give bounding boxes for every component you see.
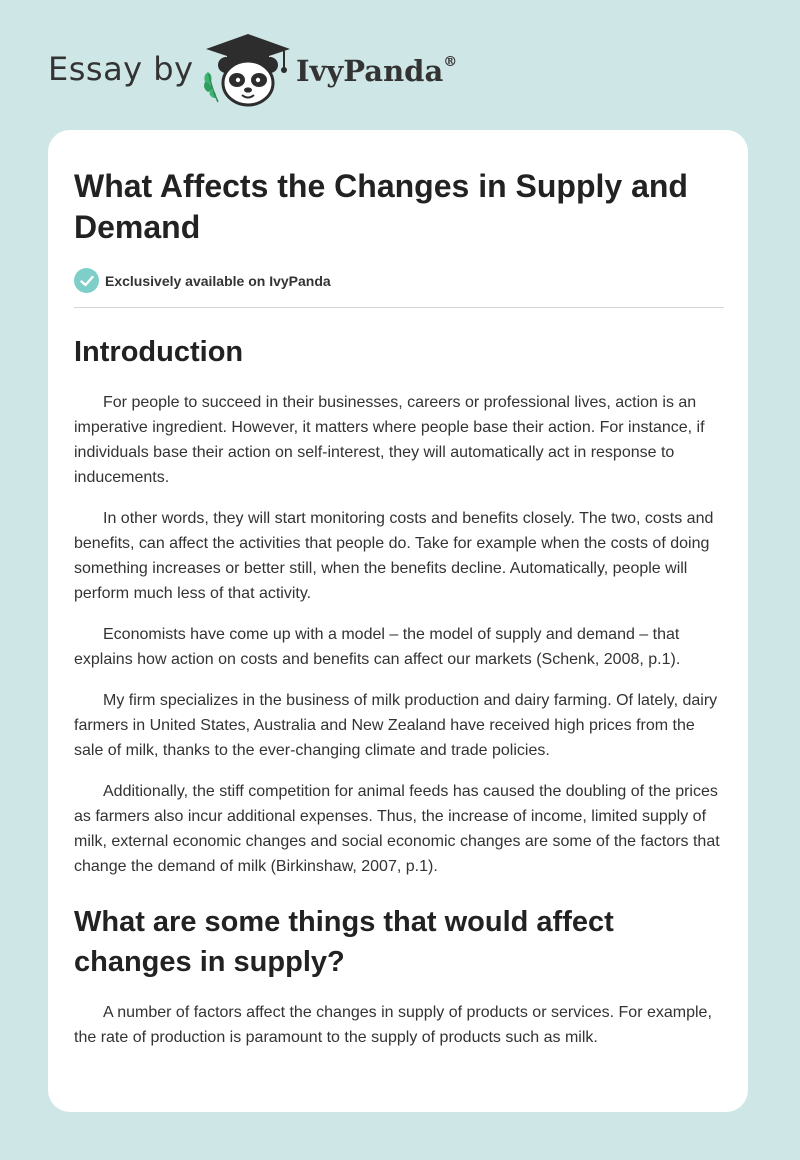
panda-logo-icon[interactable]	[202, 32, 294, 108]
title-divider	[74, 307, 724, 308]
paragraph: A number of factors affect the changes in supply of products or services. For example, the rate of production is paramount to the supply of products such as milk.	[74, 1004, 712, 1046]
paragraph: Additionally, the stiff competition for animal feeds has caused the doubling of the prices as farmers also incur additional expenses. Thus, the increase of income, limited supply of milk, external economic changes and social economic changes are some of the factors that change the demand of milk (Birkinshaw, 2007, p.1).	[74, 783, 720, 875]
section-heading-supply: What are some things that would affect changes in supply?	[74, 906, 614, 978]
site-header	[0, 0, 800, 120]
brand-name[interactable]	[296, 54, 457, 88]
paragraph: Economists have come up with a model – the model of supply and demand – that explains how action on costs and benefits can affect our markets (Schenk, 2008, p.1).	[74, 626, 681, 668]
checkmark-icon	[74, 268, 99, 293]
article-card	[48, 130, 748, 1112]
article-title: What Affects the Changes in Supply and Demand	[74, 168, 688, 245]
paragraph: For people to succeed in their businesses, careers or professional lives, action is an imperative ingredient. However, it matters where people base their action. For instance, if individuals base their action on self-interest, they will automatically act in response to inducements.	[74, 394, 705, 486]
exclusive-badge	[74, 268, 724, 293]
article-content	[74, 130, 724, 1050]
paragraph: My firm specializes in the business of milk production and dairy farming. Of lately, dairy farmers in United States, Australia and New Zealand have received high prices from the sale of milk, thanks to the ever-changing climate and trade policies.	[74, 692, 718, 759]
registered-mark: ®	[443, 54, 458, 71]
paragraph: In other words, they will start monitoring costs and benefits closely. The two, costs and benefits, can affect the activities that people do. Take for example when the costs of doing something increases or better still, when the benefits decline. Automatically, people will perform much less of that activity.	[74, 510, 714, 602]
exclusive-label: Exclusively available on IvyPanda	[105, 272, 331, 289]
section-heading-introduction: Introduction	[74, 336, 244, 368]
brand-text: IvyPanda	[296, 54, 444, 88]
ivy-leaf-icon	[204, 72, 218, 102]
essay-by-label: Essay by	[48, 50, 194, 88]
